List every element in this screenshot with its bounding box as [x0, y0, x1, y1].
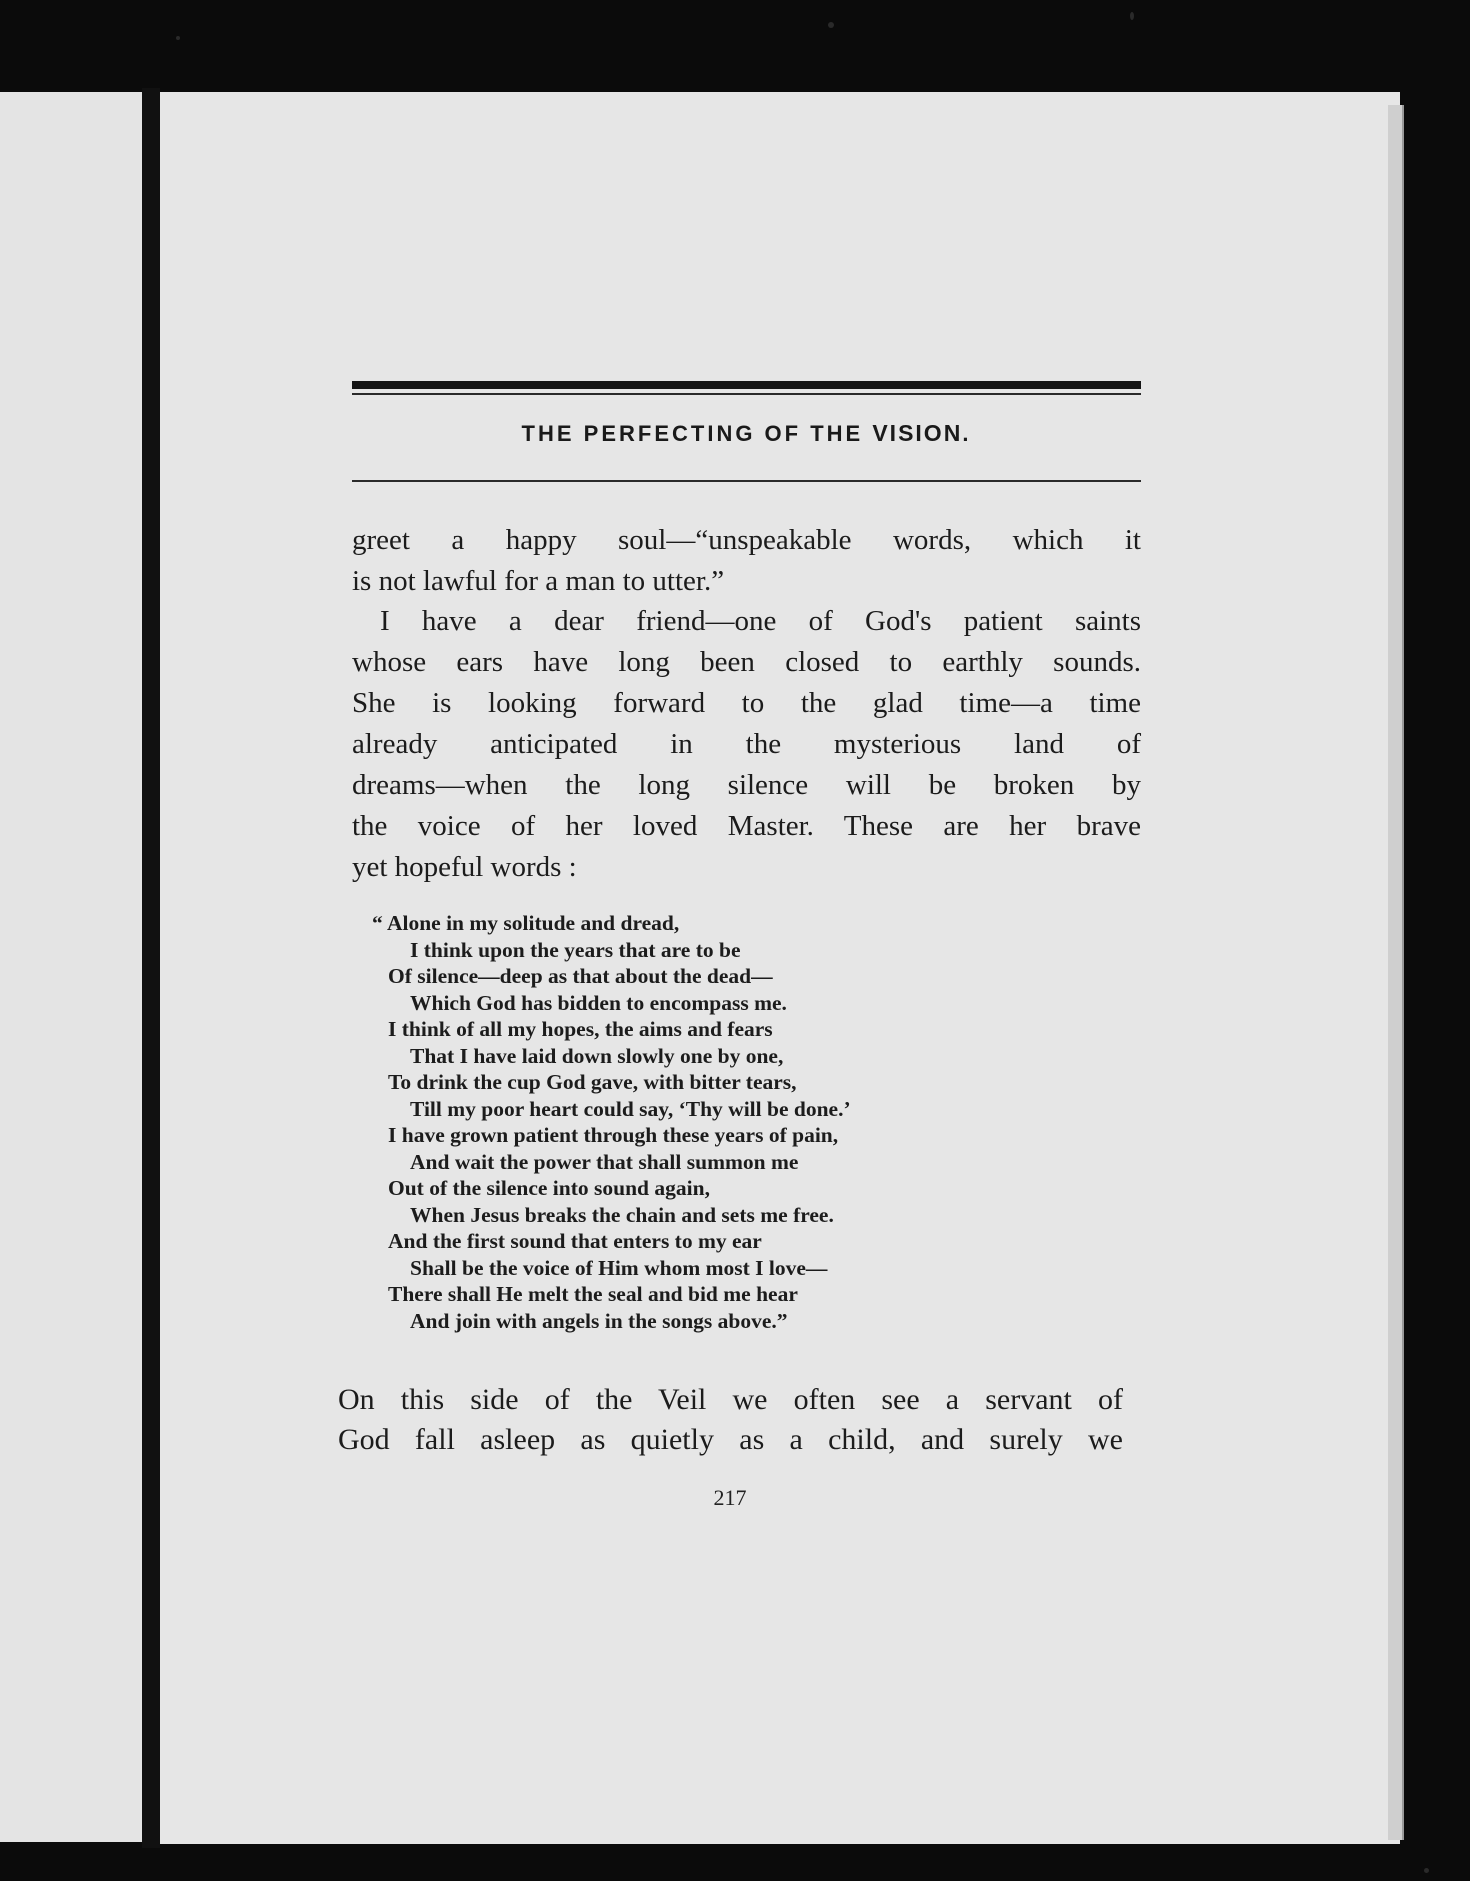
poem-quotation — [372, 910, 851, 1334]
header-rule-under — [352, 480, 1141, 482]
facing-page-edge — [0, 92, 142, 1842]
poem-line: And the first sound that enters to my ear — [388, 1229, 762, 1253]
text-line: God fall asleep as quietly as a child, and surely we — [338, 1423, 1123, 1456]
paragraph-veil — [338, 1380, 1123, 1460]
text-line: already anticipated in the mysterious land of — [352, 728, 1141, 760]
poem-line: To drink the cup God gave, with bitter tears, — [388, 1070, 797, 1094]
poem-line: I think upon the years that are to be — [410, 937, 741, 962]
scan-speck — [176, 36, 180, 40]
paragraph-continuation — [352, 520, 1141, 602]
text-line: the voice of her loved Master. These are her brave — [352, 810, 1141, 842]
poem-line: Out of the silence into sound again, — [388, 1176, 710, 1200]
header-rule-thin — [352, 393, 1141, 395]
poem-line: “ Alone in my solitude and dread, — [372, 911, 680, 935]
scan-speck — [1130, 12, 1134, 20]
poem-line: Which God has bidden to encompass me. — [410, 990, 787, 1015]
running-head-period: . — [962, 421, 972, 446]
poem-line: And wait the power that shall summon me — [410, 1149, 799, 1174]
text-line: is not lawful for a man to utter.” — [352, 565, 725, 597]
text-line: whose ears have long been closed to earthly sounds. — [352, 646, 1141, 678]
page-number: 217 — [713, 1485, 747, 1510]
text-line: yet hopeful words : — [352, 851, 577, 883]
book-gutter — [142, 88, 160, 1848]
page-stack-edge — [1388, 105, 1404, 1840]
running-head-vision: VISION — [872, 420, 963, 446]
scan-speck — [1424, 1868, 1429, 1873]
header-rule-thick — [352, 381, 1141, 389]
text-line: dreams—when the long silence will be broken by — [352, 769, 1141, 801]
poem-line: I have grown patient through these years of pain, — [388, 1123, 839, 1147]
poem-line: There shall He melt the seal and bid me hear — [388, 1282, 798, 1306]
poem-line: When Jesus breaks the chain and sets me free. — [410, 1202, 834, 1227]
text-line: I have a dear friend—one of God's patient saints — [380, 605, 1141, 637]
running-head — [352, 420, 1141, 447]
text-line: On this side of the Veil we often see a servant of — [338, 1383, 1123, 1416]
poem-line: Till my poor heart could say, ‘Thy will be done.’ — [410, 1096, 851, 1121]
running-head-title: THE PERFECTING OF THE — [521, 421, 873, 446]
poem-line: I think of all my hopes, the aims and fears — [388, 1017, 773, 1041]
poem-line: And join with angels in the songs above.” — [410, 1308, 788, 1333]
text-line: greet a happy soul—“unspeakable words, which it — [352, 524, 1141, 556]
poem-line: That I have laid down slowly one by one, — [410, 1043, 784, 1068]
scan-speck — [828, 22, 834, 28]
poem-line: Shall be the voice of Him whom most I love— — [410, 1255, 828, 1280]
text-line: She is looking forward to the glad time—a time — [352, 687, 1141, 719]
poem-line: Of silence—deep as that about the dead— — [388, 964, 773, 988]
paragraph-friend — [352, 601, 1141, 888]
